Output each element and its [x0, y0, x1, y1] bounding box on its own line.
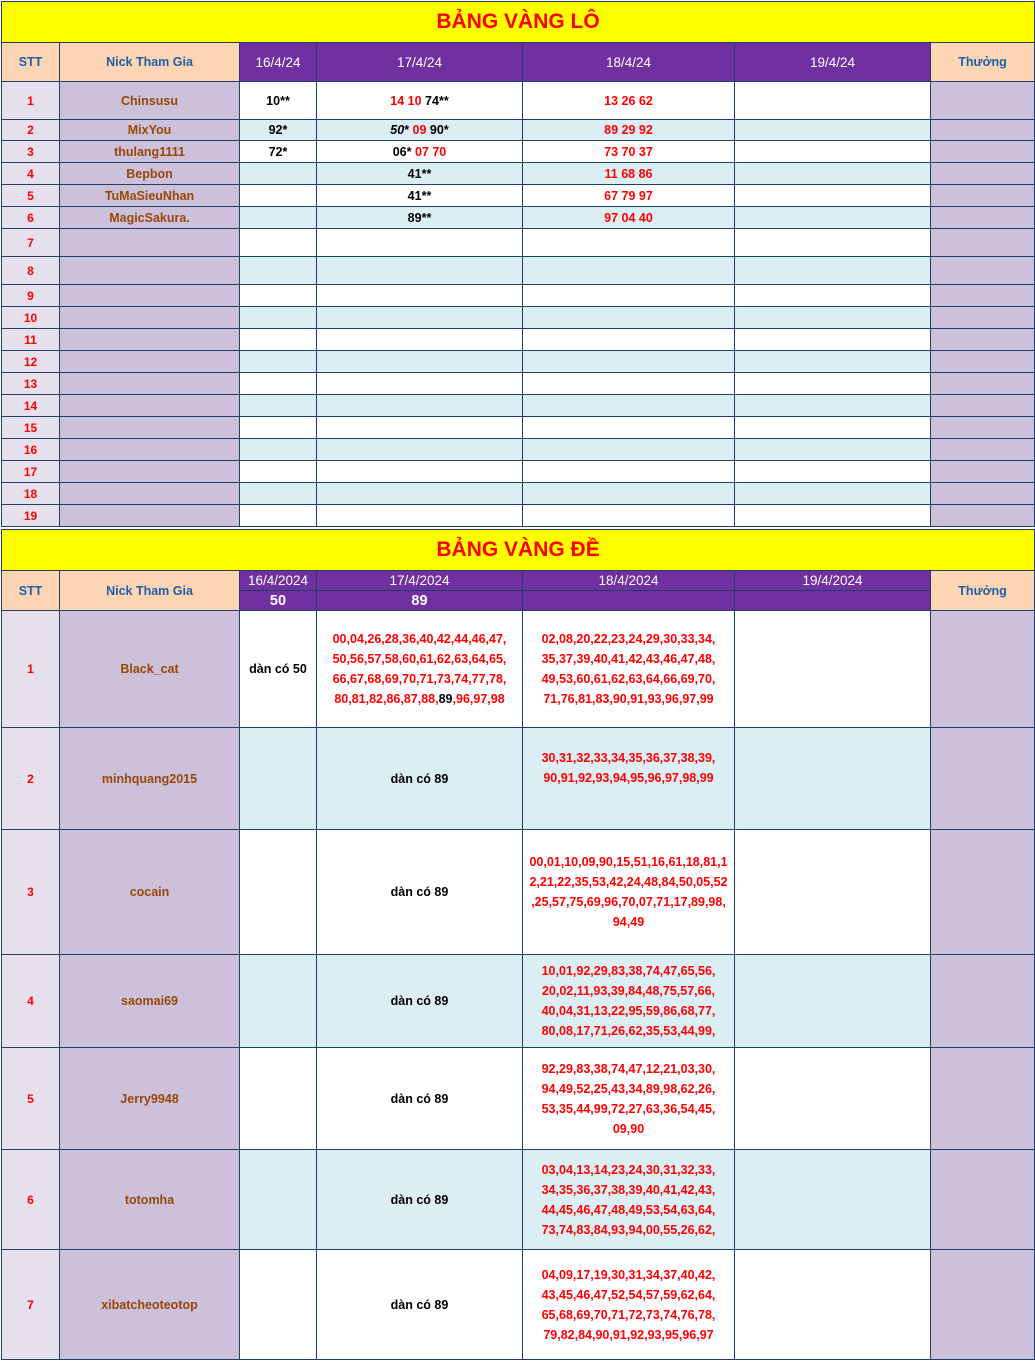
lo-stt: 5: [2, 185, 60, 207]
de-result-4: [735, 591, 931, 611]
lo-thuong: [931, 163, 1035, 185]
de-title: BẢNG VÀNG ĐỀ: [2, 530, 1035, 571]
de-row: [2, 1250, 1035, 1360]
lo-cell: [523, 307, 735, 329]
lo-cell: [317, 505, 523, 527]
de-cell: [240, 1048, 317, 1150]
lo-cell: [317, 395, 523, 417]
de-table: [1, 529, 1035, 1360]
lo-cell: [317, 329, 523, 351]
lo-row: [2, 329, 1035, 351]
de-line: 20,02,11,93,39,84,48,75,57,66,: [541, 984, 716, 998]
de-line: 43,45,46,47,52,54,57,59,62,64,: [541, 1287, 716, 1302]
de-thuong: [931, 955, 1035, 1048]
lo-nick: [60, 307, 240, 329]
lo-row: [2, 120, 1035, 141]
de-header-nick: Nick Tham Gia: [60, 571, 240, 611]
lo-stt: 16: [2, 439, 60, 461]
lo-nick: [60, 257, 240, 285]
lo-cell: 92*: [240, 120, 317, 141]
de-cell: [735, 728, 931, 830]
de-nick: totomha: [60, 1150, 240, 1250]
lo-cell: [735, 163, 931, 185]
lo-cell: [523, 439, 735, 461]
lo-table: [1, 1, 1035, 527]
de-line: 30,31,32,33,34,35,36,37,38,39,: [541, 751, 716, 765]
de-numbers: [523, 1250, 735, 1360]
de-nick: Black_cat: [60, 611, 240, 728]
de-row: [2, 611, 1035, 728]
lo-cell: [735, 307, 931, 329]
lo-cell: [240, 285, 317, 307]
de-line: 94,49: [612, 915, 645, 929]
lo-row: [2, 483, 1035, 505]
lo-cell: [240, 207, 317, 229]
lo-row: [2, 207, 1035, 229]
lo-cell: 10**: [240, 82, 317, 120]
de-line: 80,08,17,71,26,62,35,53,44,99,: [541, 1024, 716, 1038]
de-stt: 4: [2, 955, 60, 1048]
lo-thuong: [931, 207, 1035, 229]
de-numbers: [523, 830, 735, 955]
lo-cell: [240, 395, 317, 417]
lo-cell: [240, 307, 317, 329]
de-line: 03,04,13,14,23,24,30,31,32,33,: [541, 1162, 716, 1177]
lo-cell-part: 74**: [421, 93, 449, 108]
lo-cell: [240, 461, 317, 483]
de-line-part: 80,81,82,86,87,88,: [334, 692, 439, 706]
de-line: 65,68,69,70,71,72,73,74,76,78,: [541, 1307, 716, 1322]
lo-nick: [60, 373, 240, 395]
lo-cell: [240, 329, 317, 351]
de-nick: saomai69: [60, 955, 240, 1048]
lo-nick: Bepbon: [60, 163, 240, 185]
lo-nick: [60, 461, 240, 483]
lo-thuong: [931, 505, 1035, 527]
lo-header-date-2: 17/4/24: [317, 43, 523, 82]
de-line-part: ,96,97,98: [452, 692, 505, 706]
lo-nick: [60, 395, 240, 417]
lo-nick: MagicSakura.: [60, 207, 240, 229]
de-numbers: [317, 611, 523, 728]
lo-cell: [735, 257, 931, 285]
de-line: 00,04,26,28,36,40,42,44,46,47,: [332, 632, 507, 646]
lo-cell: [523, 229, 735, 257]
lo-cell: [735, 207, 931, 229]
de-cell: dàn có 50: [240, 611, 317, 728]
de-row: [2, 1048, 1035, 1150]
de-thuong: [931, 1150, 1035, 1250]
lo-cell: [735, 229, 931, 257]
lo-stt: 15: [2, 417, 60, 439]
lo-cell-part: 50: [390, 123, 405, 137]
de-numbers: [523, 1150, 735, 1250]
lo-thuong: [931, 329, 1035, 351]
lo-stt: 9: [2, 285, 60, 307]
lo-cell: [523, 505, 735, 527]
lo-row: [2, 285, 1035, 307]
lo-row: [2, 461, 1035, 483]
lo-nick: [60, 439, 240, 461]
lo-cell: 97 04 40: [523, 207, 735, 229]
lo-cell: [523, 257, 735, 285]
de-header-date-1: 16/4/2024: [240, 571, 317, 591]
lo-cell: 13 26 62: [523, 82, 735, 120]
lo-cell: [735, 329, 931, 351]
lo-stt: 3: [2, 141, 60, 163]
de-thuong: [931, 728, 1035, 830]
lo-cell: [735, 373, 931, 395]
lo-stt: 1: [2, 82, 60, 120]
de-line: 04,09,17,19,30,31,34,37,40,42,: [541, 1267, 716, 1282]
de-line: 92,29,83,38,74,47,12,21,03,30,: [541, 1061, 716, 1076]
de-result-1: 50: [240, 591, 317, 611]
lo-stt: 12: [2, 351, 60, 373]
de-line: 10,01,92,29,83,38,74,47,65,56,: [541, 964, 716, 978]
lo-cell: [240, 351, 317, 373]
lo-header-stt: STT: [2, 43, 60, 82]
lo-thuong: [931, 307, 1035, 329]
lo-stt: 14: [2, 395, 60, 417]
lo-nick: Chinsusu: [60, 82, 240, 120]
de-line: 40,04,31,13,22,95,59,86,68,77,: [541, 1004, 716, 1018]
de-cell: dàn có 89: [317, 1150, 523, 1250]
lo-cell: [240, 373, 317, 395]
de-cell: dàn có 89: [317, 830, 523, 955]
lo-row: [2, 257, 1035, 285]
lo-cell: [317, 373, 523, 395]
de-cell: [240, 1150, 317, 1250]
de-cell: dàn có 89: [317, 1048, 523, 1150]
lo-stt: 2: [2, 120, 60, 141]
lo-cell: [240, 185, 317, 207]
de-cell: [735, 955, 931, 1048]
lo-nick: [60, 285, 240, 307]
de-numbers: [523, 728, 735, 830]
lo-cell: 67 79 97: [523, 185, 735, 207]
de-thuong: [931, 1048, 1035, 1150]
lo-cell: [735, 185, 931, 207]
lo-row: [2, 307, 1035, 329]
lo-row: [2, 185, 1035, 207]
lo-cell: 11 68 86: [523, 163, 735, 185]
lo-thuong: [931, 439, 1035, 461]
de-thuong: [931, 611, 1035, 728]
lo-cell: 41**: [317, 185, 523, 207]
de-header-date-2: 17/4/2024: [317, 571, 523, 591]
de-cell: [735, 1250, 931, 1360]
de-nick: minhquang2015: [60, 728, 240, 830]
lo-cell: [735, 395, 931, 417]
lo-thuong: [931, 461, 1035, 483]
lo-cell: [735, 505, 931, 527]
de-cell: dàn có 89: [317, 728, 523, 830]
lo-row: [2, 417, 1035, 439]
de-row: [2, 955, 1035, 1048]
lo-header-thuong: Thưởng: [931, 43, 1035, 82]
lo-nick: [60, 483, 240, 505]
de-cell: [735, 830, 931, 955]
de-numbers: [523, 611, 735, 728]
lo-stt: 6: [2, 207, 60, 229]
de-cell: [240, 1250, 317, 1360]
lo-header-nick: Nick Tham Gia: [60, 43, 240, 82]
lo-cell-part: 06*: [392, 144, 412, 159]
de-row: [2, 830, 1035, 955]
lo-cell: 89**: [317, 207, 523, 229]
lo-cell-part: 14 10: [390, 93, 422, 108]
de-line: 79,82,84,90,91,92,93,95,96,97: [543, 1327, 714, 1342]
lo-thuong: [931, 257, 1035, 285]
de-line: 2,21,22,35,53,42,24,48,84,50,05,52: [529, 875, 728, 889]
lo-thuong: [931, 141, 1035, 163]
lo-stt: 13: [2, 373, 60, 395]
de-line: 94,49,52,25,43,34,89,98,62,26,: [541, 1081, 716, 1096]
de-numbers: [523, 955, 735, 1048]
lo-cell: [523, 329, 735, 351]
lo-cell: [317, 120, 523, 141]
lo-cell: [317, 461, 523, 483]
lo-cell: [317, 307, 523, 329]
lo-cell: [523, 461, 735, 483]
lo-title: BẢNG VÀNG LÔ: [2, 2, 1035, 43]
lo-cell-part: 90*: [426, 123, 449, 137]
de-line: 09,90: [612, 1121, 645, 1136]
lo-cell: [523, 483, 735, 505]
lo-nick: [60, 229, 240, 257]
lo-cell: [735, 120, 931, 141]
de-result-2: 89: [317, 591, 523, 611]
lo-thuong: [931, 417, 1035, 439]
lo-row: [2, 141, 1035, 163]
de-line: 00,01,10,09,90,15,51,16,61,18,81,1: [529, 855, 728, 869]
de-row: [2, 728, 1035, 830]
de-line: [321, 689, 518, 709]
lo-cell: [523, 373, 735, 395]
lo-stt: 18: [2, 483, 60, 505]
lo-nick: TuMaSieuNhan: [60, 185, 240, 207]
lo-cell: [317, 141, 523, 163]
lo-cell: [735, 141, 931, 163]
lo-row: [2, 439, 1035, 461]
lo-cell: [735, 351, 931, 373]
lo-cell: [317, 483, 523, 505]
lo-nick: MixYou: [60, 120, 240, 141]
de-cell: [240, 830, 317, 955]
lo-thuong: [931, 229, 1035, 257]
lo-nick: [60, 329, 240, 351]
de-header-date-3: 18/4/2024: [523, 571, 735, 591]
de-line: 35,37,39,40,41,42,43,46,47,48,: [541, 652, 716, 666]
lo-cell: [317, 285, 523, 307]
de-stt: 7: [2, 1250, 60, 1360]
de-line: 44,45,46,47,48,49,53,54,63,64,: [541, 1202, 716, 1217]
lo-cell-part: *: [404, 123, 413, 137]
lo-cell: [523, 417, 735, 439]
lo-thuong: [931, 395, 1035, 417]
lo-cell: [735, 439, 931, 461]
lo-cell: [735, 417, 931, 439]
de-cell: [240, 728, 317, 830]
de-thuong: [931, 1250, 1035, 1360]
de-stt: 5: [2, 1048, 60, 1150]
de-stt: 2: [2, 728, 60, 830]
lo-row: [2, 163, 1035, 185]
lo-nick: [60, 351, 240, 373]
lo-row: [2, 395, 1035, 417]
de-stt: 1: [2, 611, 60, 728]
lo-row: [2, 505, 1035, 527]
lo-cell: [317, 351, 523, 373]
lo-stt: 17: [2, 461, 60, 483]
lo-cell: 72*: [240, 141, 317, 163]
lo-cell: [735, 483, 931, 505]
lo-cell: [735, 461, 931, 483]
lo-cell: [240, 505, 317, 527]
de-line: 34,35,36,37,38,39,40,41,42,43,: [541, 1182, 716, 1197]
lo-cell: [240, 229, 317, 257]
de-thuong: [931, 830, 1035, 955]
lo-stt: 11: [2, 329, 60, 351]
lo-cell: 41**: [317, 163, 523, 185]
lo-stt: 4: [2, 163, 60, 185]
de-line: 50,56,57,58,60,61,62,63,64,65,: [332, 652, 507, 666]
lo-cell: [735, 82, 931, 120]
lo-thuong: [931, 185, 1035, 207]
de-result-3: [523, 591, 735, 611]
de-cell: [735, 611, 931, 728]
de-header-thuong: Thưởng: [931, 571, 1035, 611]
de-nick: xibatcheoteotop: [60, 1250, 240, 1360]
lo-cell: [317, 82, 523, 120]
lo-thuong: [931, 483, 1035, 505]
lo-cell: [317, 257, 523, 285]
lo-cell: [317, 439, 523, 461]
de-stt: 3: [2, 830, 60, 955]
lo-stt: 8: [2, 257, 60, 285]
lo-cell: [240, 163, 317, 185]
de-stt: 6: [2, 1150, 60, 1250]
de-header-date-4: 19/4/2024: [735, 571, 931, 591]
de-line: 53,35,44,99,72,27,63,36,54,45,: [541, 1101, 716, 1116]
lo-cell: 73 70 37: [523, 141, 735, 163]
de-cell: [735, 1150, 931, 1250]
de-line: 90,91,92,93,94,95,96,97,98,99: [543, 771, 714, 785]
de-line: 66,67,68,69,70,71,73,74,77,78,: [332, 672, 507, 686]
de-line: 73,74,83,84,93,94,00,55,26,62,: [541, 1222, 716, 1237]
de-cell: dàn có 89: [317, 1250, 523, 1360]
de-nick: cocain: [60, 830, 240, 955]
de-cell: [240, 955, 317, 1048]
lo-cell: [240, 439, 317, 461]
lo-row: [2, 82, 1035, 120]
lo-stt: 7: [2, 229, 60, 257]
lo-header-date-4: 19/4/24: [735, 43, 931, 82]
de-line: ,25,57,75,69,96,70,07,71,17,89,98,: [531, 895, 726, 909]
lo-cell-part: 07 70: [411, 144, 447, 159]
lo-stt: 19: [2, 505, 60, 527]
lo-thuong: [931, 373, 1035, 395]
lo-thuong: [931, 120, 1035, 141]
lo-thuong: [931, 82, 1035, 120]
de-header-stt: STT: [2, 571, 60, 611]
lo-cell: [240, 483, 317, 505]
de-nick: Jerry9948: [60, 1048, 240, 1150]
de-numbers: [523, 1048, 735, 1150]
de-line: 71,76,81,83,90,91,93,96,97,99: [543, 692, 714, 706]
lo-cell: [523, 351, 735, 373]
lo-header-date-1: 16/4/24: [240, 43, 317, 82]
lo-cell-part: 09: [412, 123, 427, 137]
de-cell: [735, 1048, 931, 1150]
lo-header-date-3: 18/4/24: [523, 43, 735, 82]
lo-row: [2, 373, 1035, 395]
lo-cell: [317, 417, 523, 439]
de-line: 02,08,20,22,23,24,29,30,33,34,: [541, 632, 716, 646]
lo-cell: [735, 285, 931, 307]
lo-cell: 89 29 92: [523, 120, 735, 141]
lo-row: [2, 229, 1035, 257]
lo-nick: [60, 505, 240, 527]
de-line-part: 89: [438, 692, 453, 706]
lo-nick: [60, 417, 240, 439]
de-line: 49,53,60,61,62,63,64,66,69,70,: [541, 672, 716, 686]
lo-cell: [523, 395, 735, 417]
lo-nick: thulang1111: [60, 141, 240, 163]
lo-cell: [317, 229, 523, 257]
de-cell: dàn có 89: [317, 955, 523, 1048]
lo-cell: [240, 257, 317, 285]
lo-thuong: [931, 351, 1035, 373]
lo-thuong: [931, 285, 1035, 307]
lo-cell: [523, 285, 735, 307]
lo-cell: [240, 417, 317, 439]
de-row: [2, 1150, 1035, 1250]
lo-stt: 10: [2, 307, 60, 329]
lo-row: [2, 351, 1035, 373]
